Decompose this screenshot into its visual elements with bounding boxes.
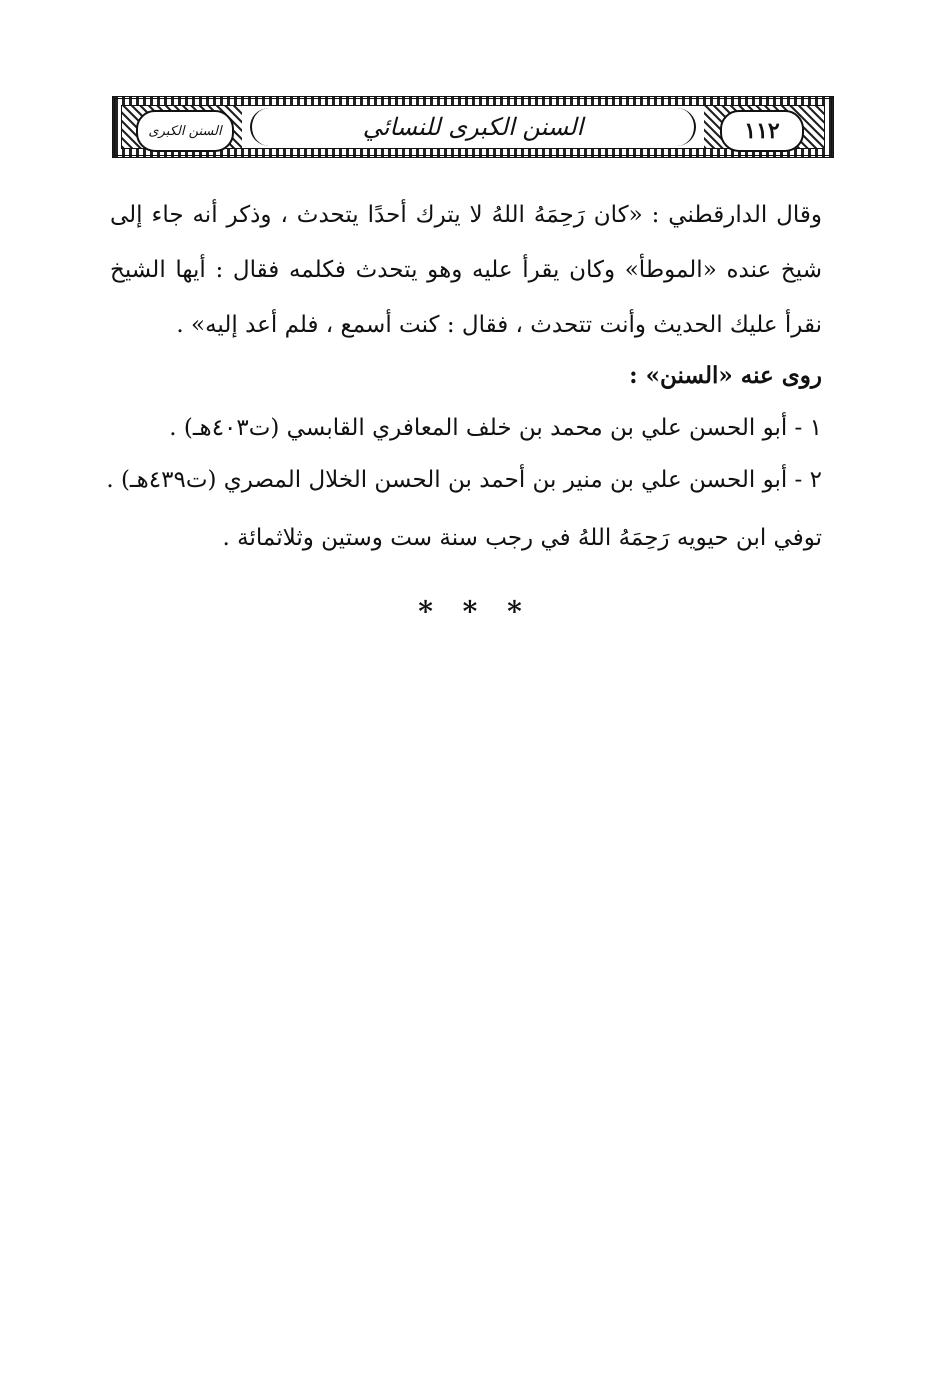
section-heading: روى عنه «السنن» : [629,362,822,389]
list-item: ١ - أبو الحسن علي بن محمد بن خلف المعافري القابسي (ت٤٠٣هـ) . [169,415,822,441]
closing-sentence: توفي ابن حيويه رَحِمَهُ اللهُ في رجب سنة ست وستين وثلاثمائة . [222,525,822,551]
list-item: ٢ - أبو الحسن علي بن منير بن أحمد بن الحسن الخلال المصري (ت٤٣٩هـ) . [106,467,822,493]
book-title: السنن الكبرى للنسائي [250,108,696,146]
section-separator: * * * [418,595,532,628]
page-number: ١١٢ [720,110,804,152]
page-header-ornament [112,96,834,158]
body-paragraph: وقال الدارقطني : «كان رَحِمَهُ اللهُ لا يترك أحدًا يتحدث ، وذكر أنه جاء إلى شيخ عنده «الموطأ» وكان يقرأ عليه وهو يتحدث فكلمه فقال : أيها الشيخ نقرأ عليك الحديث وأنت تتحدث ، فقال : كنت أسمع ، فلم أعد إليه» . [110,202,822,338]
header-frame [121,105,825,149]
logo-cartouche: السنن الكبرى [136,110,234,152]
